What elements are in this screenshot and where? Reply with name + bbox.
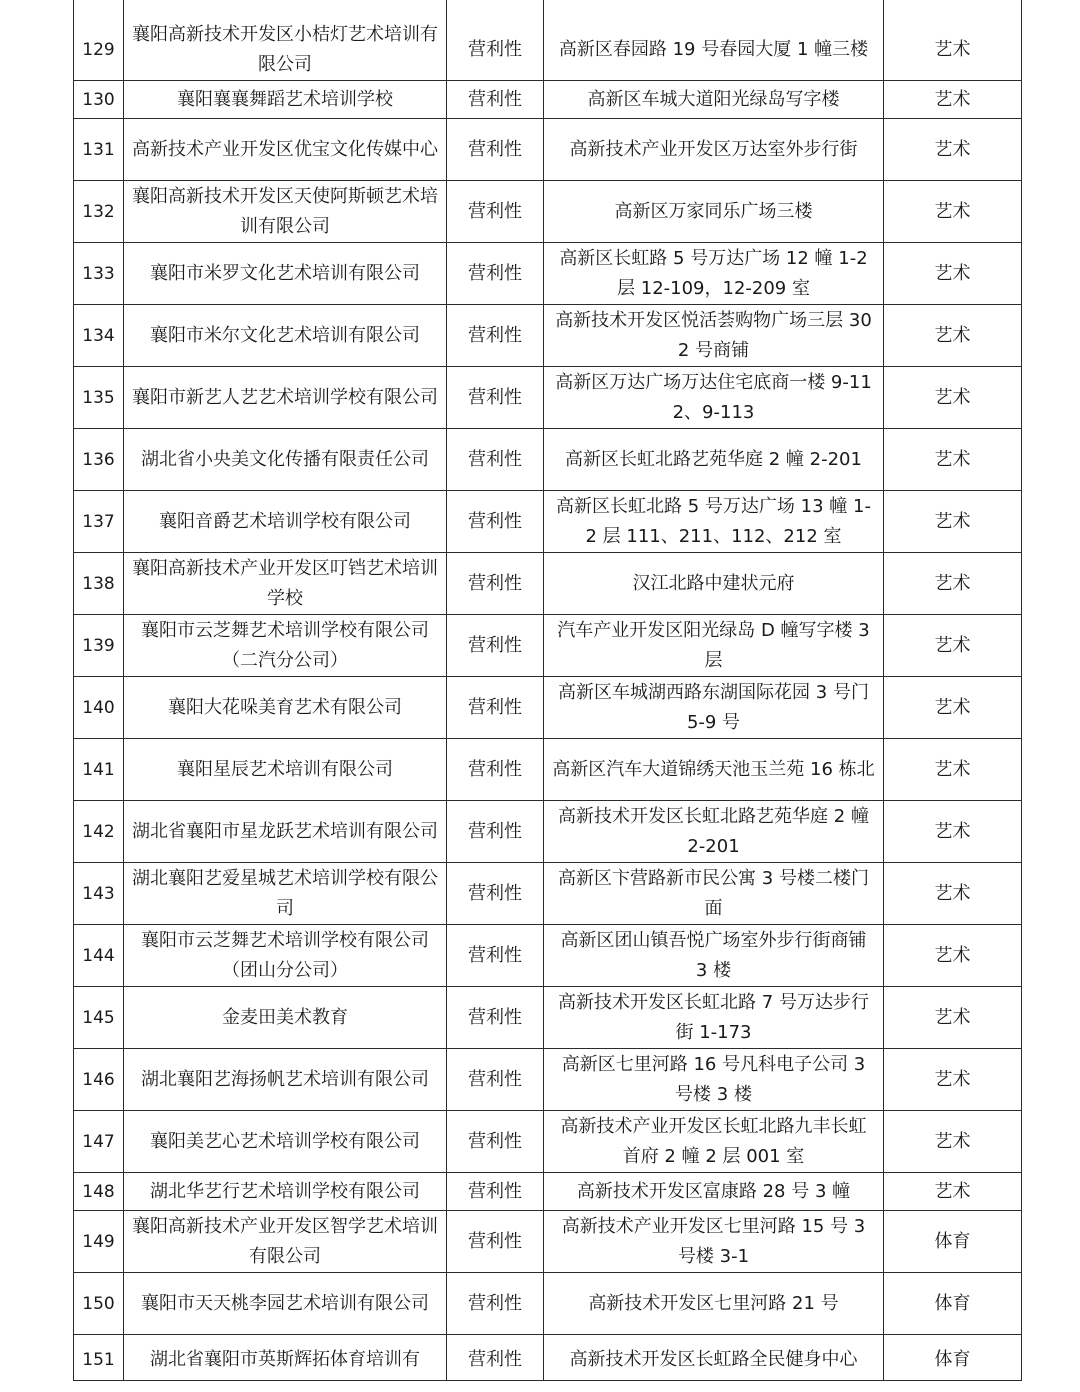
institution-name: 襄阳高新技术开发区天使阿斯顿艺术培训有限公司 <box>124 181 447 243</box>
institution-name: 襄阳大花哚美育艺术有限公司 <box>124 677 447 739</box>
institution-address: 高新区长虹北路艺苑华庭 2 幢 2-201 <box>544 429 884 491</box>
institution-name: 襄阳市天天桃李园艺术培训有限公司 <box>124 1273 447 1335</box>
institution-type: 营利性 <box>447 429 544 491</box>
institution-address: 高新区团山镇吾悦广场室外步行街商铺 3 楼 <box>544 925 884 987</box>
institution-category: 艺术 <box>884 801 1022 863</box>
institution-address: 高新技术开发区富康路 28 号 3 幢 <box>544 1173 884 1211</box>
institution-type: 营利性 <box>447 491 544 553</box>
institution-name: 襄阳襄襄舞蹈艺术培训学校 <box>124 81 447 119</box>
institution-type: 营利性 <box>447 181 544 243</box>
institution-type: 营利性 <box>447 801 544 863</box>
table-row <box>74 181 1022 243</box>
institution-name: 襄阳美艺心艺术培训学校有限公司 <box>124 1111 447 1173</box>
row-number: 138 <box>74 553 124 615</box>
row-number: 133 <box>74 243 124 305</box>
institution-type: 营利性 <box>447 1111 544 1173</box>
institution-type: 营利性 <box>447 367 544 429</box>
row-number: 150 <box>74 1273 124 1335</box>
row-number: 144 <box>74 925 124 987</box>
table-row <box>74 863 1022 925</box>
institution-type: 营利性 <box>447 739 544 801</box>
institution-address: 高新技术开发区七里河路 21 号 <box>544 1273 884 1335</box>
institution-type: 营利性 <box>447 1273 544 1335</box>
table-row <box>74 1173 1022 1211</box>
table-row <box>74 305 1022 367</box>
table-row <box>74 553 1022 615</box>
institution-address: 高新区七里河路 16 号凡科电子公司 3 号楼 3 楼 <box>544 1049 884 1111</box>
institution-category: 艺术 <box>884 243 1022 305</box>
institution-name: 襄阳高新技术产业开发区叮铛艺术培训学校 <box>124 553 447 615</box>
institution-category: 艺术 <box>884 1049 1022 1111</box>
institution-type: 营利性 <box>447 243 544 305</box>
institution-category: 艺术 <box>884 739 1022 801</box>
institution-name: 湖北省襄阳市星龙跃艺术培训有限公司 <box>124 801 447 863</box>
row-number: 146 <box>74 1049 124 1111</box>
table-row <box>74 0 1022 81</box>
institution-name: 襄阳高新技术产业开发区智学艺术培训有限公司 <box>124 1211 447 1273</box>
row-number: 137 <box>74 491 124 553</box>
row-number: 131 <box>74 119 124 181</box>
institution-type: 营利性 <box>447 1211 544 1273</box>
institution-address: 高新区车城大道阳光绿岛写字楼 <box>544 81 884 119</box>
table-row <box>74 987 1022 1049</box>
institution-name: 襄阳市新艺人艺艺术培训学校有限公司 <box>124 367 447 429</box>
row-number: 135 <box>74 367 124 429</box>
row-number: 142 <box>74 801 124 863</box>
institution-address: 汽车产业开发区阳光绿岛 D 幢写字楼 3 层 <box>544 615 884 677</box>
institution-name: 襄阳市米尔文化艺术培训有限公司 <box>124 305 447 367</box>
institution-category: 艺术 <box>884 181 1022 243</box>
institution-category: 艺术 <box>884 119 1022 181</box>
institution-category: 艺术 <box>884 863 1022 925</box>
institution-name: 湖北省襄阳市英斯辉拓体育培训有 <box>124 1335 447 1381</box>
institution-type: 营利性 <box>447 553 544 615</box>
institution-name: 襄阳音爵艺术培训学校有限公司 <box>124 491 447 553</box>
row-number: 147 <box>74 1111 124 1173</box>
institution-category: 艺术 <box>884 925 1022 987</box>
institution-address: 汉江北路中建状元府 <box>544 553 884 615</box>
institution-name: 襄阳星辰艺术培训有限公司 <box>124 739 447 801</box>
table-row <box>74 429 1022 491</box>
institution-address: 高新区长虹北路 5 号万达广场 13 幢 1-2 层 111、211、112、212 室 <box>544 491 884 553</box>
table-row <box>74 491 1022 553</box>
institution-address: 高新区万家同乐广场三楼 <box>544 181 884 243</box>
row-number: 136 <box>74 429 124 491</box>
institution-name: 湖北襄阳艺爱星城艺术培训学校有限公司 <box>124 863 447 925</box>
row-number: 149 <box>74 1211 124 1273</box>
institution-category: 艺术 <box>884 615 1022 677</box>
institution-category: 艺术 <box>884 81 1022 119</box>
table-row <box>74 677 1022 739</box>
institution-name: 高新技术产业开发区优宝文化传媒中心 <box>124 119 447 181</box>
row-number: 148 <box>74 1173 124 1211</box>
institution-address: 高新技术开发区长虹北路艺苑华庭 2 幢 2-201 <box>544 801 884 863</box>
table-row <box>74 1111 1022 1173</box>
institution-category: 艺术 <box>884 987 1022 1049</box>
institution-table-page <box>73 0 1021 1381</box>
institution-name: 湖北华艺行艺术培训学校有限公司 <box>124 1173 447 1211</box>
institution-name: 湖北省小央美文化传播有限责任公司 <box>124 429 447 491</box>
institution-type: 营利性 <box>447 925 544 987</box>
row-number: 140 <box>74 677 124 739</box>
institution-name: 金麦田美术教育 <box>124 987 447 1049</box>
institution-type: 营利性 <box>447 119 544 181</box>
institution-category: 体育 <box>884 1211 1022 1273</box>
row-number: 132 <box>74 181 124 243</box>
institution-address: 高新技术产业开发区万达室外步行街 <box>544 119 884 181</box>
institution-table <box>73 0 1022 1381</box>
table-row <box>74 1211 1022 1273</box>
row-number: 139 <box>74 615 124 677</box>
institution-name: 襄阳市米罗文化艺术培训有限公司 <box>124 243 447 305</box>
institution-address: 高新区车城湖西路东湖国际花园 3 号门 5-9 号 <box>544 677 884 739</box>
row-number: 141 <box>74 739 124 801</box>
table-row <box>74 925 1022 987</box>
institution-address: 高新技术开发区长虹北路 7 号万达步行街 1-173 <box>544 987 884 1049</box>
institution-name: 襄阳高新技术开发区小桔灯艺术培训有限公司 <box>124 0 447 81</box>
institution-category: 艺术 <box>884 1111 1022 1173</box>
institution-address: 高新技术开发区长虹路全民健身中心 <box>544 1335 884 1381</box>
institution-type: 营利性 <box>447 615 544 677</box>
institution-category: 艺术 <box>884 491 1022 553</box>
institution-type: 营利性 <box>447 863 544 925</box>
institution-category: 艺术 <box>884 1173 1022 1211</box>
institution-category: 艺术 <box>884 367 1022 429</box>
institution-type: 营利性 <box>447 987 544 1049</box>
institution-category: 体育 <box>884 1273 1022 1335</box>
institution-category: 艺术 <box>884 677 1022 739</box>
institution-type: 营利性 <box>447 1335 544 1381</box>
institution-type: 营利性 <box>447 0 544 81</box>
institution-name: 襄阳市云芝舞艺术培训学校有限公司（团山分公司） <box>124 925 447 987</box>
table-row <box>74 615 1022 677</box>
institution-address: 高新区卞营路新市民公寓 3 号楼二楼门面 <box>544 863 884 925</box>
institution-category: 艺术 <box>884 429 1022 491</box>
institution-type: 营利性 <box>447 1173 544 1211</box>
table-row <box>74 81 1022 119</box>
row-number: 145 <box>74 987 124 1049</box>
institution-type: 营利性 <box>447 81 544 119</box>
institution-category: 体育 <box>884 1335 1022 1381</box>
institution-address: 高新区万达广场万达住宅底商一楼 9-112、9-113 <box>544 367 884 429</box>
table-row <box>74 367 1022 429</box>
institution-type: 营利性 <box>447 1049 544 1111</box>
table-row <box>74 739 1022 801</box>
table-row <box>74 1049 1022 1111</box>
table-row <box>74 1335 1022 1381</box>
institution-category: 艺术 <box>884 553 1022 615</box>
table-row <box>74 801 1022 863</box>
institution-address: 高新技术产业开发区七里河路 15 号 3 号楼 3-1 <box>544 1211 884 1273</box>
institution-address: 高新技术产业开发区长虹北路九丰长虹首府 2 幢 2 层 001 室 <box>544 1111 884 1173</box>
row-number: 134 <box>74 305 124 367</box>
table-row <box>74 119 1022 181</box>
institution-category: 艺术 <box>884 0 1022 81</box>
table-row <box>74 1273 1022 1335</box>
institution-name: 襄阳市云芝舞艺术培训学校有限公司（二汽分公司） <box>124 615 447 677</box>
row-number: 143 <box>74 863 124 925</box>
institution-name: 湖北襄阳艺海扬帆艺术培训有限公司 <box>124 1049 447 1111</box>
row-number: 130 <box>74 81 124 119</box>
row-number: 151 <box>74 1335 124 1381</box>
institution-address: 高新技术开发区悦活荟购物广场三层 302 号商铺 <box>544 305 884 367</box>
row-number: 129 <box>74 0 124 81</box>
table-row <box>74 243 1022 305</box>
institution-address: 高新区春园路 19 号春园大厦 1 幢三楼 <box>544 0 884 81</box>
institution-address: 高新区长虹路 5 号万达广场 12 幢 1-2 层 12-109，12-209 室 <box>544 243 884 305</box>
institution-type: 营利性 <box>447 677 544 739</box>
institution-category: 艺术 <box>884 305 1022 367</box>
institution-type: 营利性 <box>447 305 544 367</box>
institution-address: 高新区汽车大道锦绣天池玉兰苑 16 栋北 <box>544 739 884 801</box>
